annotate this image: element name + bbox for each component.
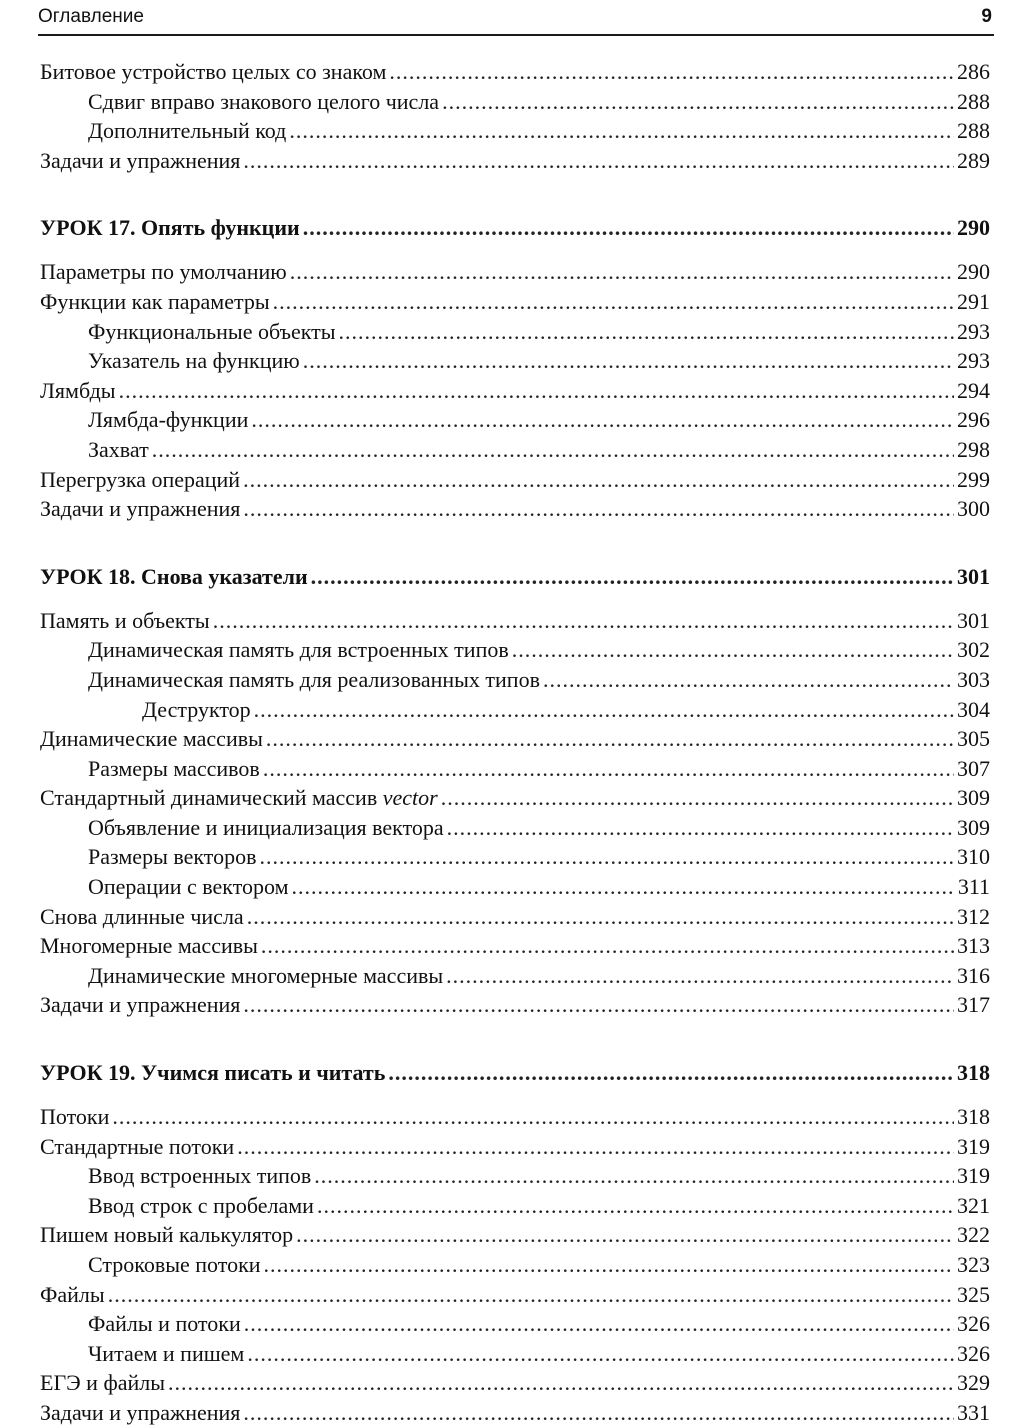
toc-entry-title: Пишем новый калькулятор [40,1222,294,1248]
toc-entry[interactable] [40,990,990,1020]
toc-entry[interactable] [40,1309,990,1339]
toc-entry-title: Память и объекты [40,607,210,633]
toc-entry-title: Читаем и пишем [88,1340,245,1366]
dot-leader [292,872,955,902]
dot-leader [296,1220,954,1250]
toc-entry-page: 329 [957,1370,990,1396]
toc-entry-title: Динамические массивы [40,726,263,752]
dot-leader [303,213,954,243]
toc-entry-title: Битовое устройство целых со знаком [40,59,387,84]
toc-entry[interactable] [40,635,990,665]
lesson-title: УРОК 19. Учимся писать и читать [40,1060,386,1086]
toc-entry[interactable] [40,376,990,406]
toc-entry[interactable] [40,317,990,347]
toc-entry-title: Дополнительный код [88,118,287,144]
toc-entry[interactable] [40,1132,990,1162]
toc-entry[interactable] [40,1191,990,1221]
dot-leader [543,665,954,695]
toc-entry-page: 293 [957,318,990,344]
toc-entry[interactable] [40,931,990,961]
toc-entry-title: Динамические многомерные массивы [88,962,444,988]
toc-entry[interactable] [40,1161,990,1191]
toc-entry-title: Функциональные объекты [88,318,336,344]
toc-entry[interactable] [40,1220,990,1250]
toc-entry-title: Задачи и упражнения [40,147,241,173]
toc-entry[interactable] [40,695,990,725]
toc-entry[interactable] [40,287,990,317]
dot-leader [259,842,954,872]
lesson-page: 290 [957,215,990,241]
toc-entry-page: 331 [957,1399,990,1425]
toc-entry[interactable] [40,1250,990,1280]
toc-entry[interactable] [40,665,990,695]
dot-leader [243,465,954,495]
dot-leader [317,1191,954,1221]
dot-leader [168,1368,954,1398]
toc-entry[interactable] [40,724,990,754]
toc-entry-page: 311 [957,874,990,900]
dot-leader [119,376,954,406]
toc-entry[interactable] [40,1339,990,1369]
dot-leader [446,961,954,991]
toc-entry-page: 321 [957,1192,990,1218]
toc-entry-title: Захват [88,436,149,462]
toc-entry-title: Размеры векторов [88,844,257,870]
dot-leader [389,57,954,87]
toc-entry-page: 318 [957,1104,990,1130]
page-header [38,4,994,36]
toc-entry-page: 296 [957,407,990,433]
dot-leader [108,1280,954,1310]
toc-entry-page: 326 [957,1311,990,1337]
dot-leader [243,990,954,1020]
toc-entry[interactable] [40,257,990,287]
dot-leader [311,562,954,592]
toc-entry[interactable] [40,1102,990,1132]
toc-entry-page: 301 [957,607,990,633]
toc-entry-title: Стандартные потоки [40,1133,235,1159]
dot-leader [441,783,954,813]
dot-leader [247,1339,954,1369]
toc-entry-title: Объявление и инициализация вектора [88,814,444,840]
toc-entry-page: 302 [957,637,990,663]
dot-leader [339,317,954,347]
toc-entry-title: Лямбда-функции [88,407,249,433]
toc-entry-page: 294 [957,377,990,403]
toc-entry-page: 309 [957,814,990,840]
toc-entry[interactable] [40,902,990,932]
toc-entry-title: Файлы [40,1281,105,1307]
dot-leader [244,1309,954,1339]
toc-entry-title: ЕГЭ и файлы [40,1370,166,1396]
toc-entry-title: Указатель на функцию [88,348,300,374]
lesson-page: 318 [957,1060,990,1086]
dot-leader [254,695,954,725]
toc-entry-page: 322 [957,1222,990,1248]
dot-leader [273,287,954,317]
lesson-heading[interactable] [40,1058,990,1088]
dot-leader [243,1398,954,1428]
toc-entry[interactable] [40,346,990,376]
dot-leader [152,435,954,465]
toc-entry-page: 300 [957,496,990,522]
toc-entry-title: Функции как параметры [40,288,270,314]
toc-entry[interactable] [40,116,990,146]
toc-entry-page: 307 [957,755,990,781]
toc-entry[interactable] [40,87,990,117]
toc-entry[interactable] [40,1280,990,1310]
toc-entry-title: Динамическая память для встроенных типов [88,637,509,663]
toc-entry-page: 299 [957,466,990,492]
toc-entry[interactable] [40,754,990,784]
toc-entry-title: Ввод встроенных типов [88,1163,312,1189]
toc-entry-page: 288 [957,118,990,144]
toc-entry[interactable] [40,494,990,524]
toc-entry-page: 288 [957,88,990,114]
toc-entry[interactable] [40,1368,990,1398]
toc-entry[interactable] [40,813,990,843]
lesson-heading[interactable] [40,562,990,592]
toc-entry[interactable] [40,872,990,902]
toc-entry-title: Потоки [40,1104,110,1130]
toc-entry-page: 325 [957,1281,990,1307]
dot-leader [263,754,954,784]
toc-entry-title: Сдвиг вправо знакового целого числа [88,88,440,114]
toc-entry-page: 319 [957,1133,990,1159]
dot-leader [112,1102,954,1132]
toc-entry-title: Задачи и упражнения [40,496,241,522]
toc-entry-page: 323 [957,1252,990,1277]
toc-entry-page: 319 [957,1163,990,1189]
toc-entry[interactable] [40,1398,990,1428]
toc-entry[interactable] [40,435,990,465]
table-of-contents [40,57,990,1428]
toc-entry-title: Задачи и упражнения [40,992,241,1018]
lesson-title: УРОК 18. Снова указатели [40,563,308,589]
dot-leader [442,87,954,117]
toc-entry-title: Строковые потоки [88,1252,261,1277]
toc-entry[interactable] [40,961,990,991]
toc-entry-title: Параметры по умолчанию [40,259,287,285]
dot-leader [512,635,954,665]
dot-leader [289,116,954,146]
toc-entry-title: Стандартный динамический массив vector [40,785,438,811]
dot-leader [243,146,954,176]
lesson-page: 301 [957,563,990,589]
toc-entry-page: 291 [957,288,990,314]
toc-entry[interactable] [40,405,990,435]
toc-entry-page: 326 [957,1340,990,1366]
toc-entry-page: 298 [957,436,990,462]
toc-entry[interactable] [40,606,990,636]
toc-entry-page: 310 [957,844,990,870]
toc-entry-page: 289 [957,147,990,173]
toc-entry-page: 304 [957,696,990,722]
toc-entry-title: Многомерные массивы [40,933,258,959]
lesson-title: УРОК 17. Опять функции [40,215,300,241]
toc-entry-page: 317 [957,992,990,1018]
toc-entry-page: 316 [957,962,990,988]
dot-leader [237,1132,954,1162]
dot-leader [314,1161,954,1191]
page-number: 9 [981,6,992,27]
toc-entry-page: 286 [957,59,990,84]
dot-leader [251,405,954,435]
dot-leader [290,257,954,287]
toc-entry-title: Динамическая память для реализованных типов [88,666,540,692]
lesson-heading[interactable] [40,213,990,243]
dot-leader [447,813,954,843]
toc-entry-title: Перегрузка операций [40,466,241,492]
toc-entry-page: 312 [957,903,990,929]
toc-entry-title: Файлы и потоки [88,1311,241,1337]
toc-entry-title: Задачи и упражнения [40,1399,241,1425]
toc-entry-title: Снова длинные числа [40,903,244,929]
dot-leader [261,931,954,961]
dot-leader [247,902,954,932]
toc-entry-page: 293 [957,348,990,374]
running-title: Оглавление [38,6,144,27]
toc-entry[interactable] [40,842,990,872]
toc-entry[interactable] [40,465,990,495]
toc-entry-title: Лямбды [40,377,116,403]
dot-leader [388,1058,954,1088]
dot-leader [264,1250,954,1280]
toc-entry-title: Размеры массивов [88,755,260,781]
toc-entry-title: Операции с вектором [88,874,289,900]
toc-entry[interactable] [40,57,990,87]
toc-entry-title: Ввод строк с пробелами [88,1192,314,1218]
toc-entry-title: Деструктор [142,696,251,722]
toc-entry-page: 303 [957,666,990,692]
toc-entry[interactable] [40,783,990,813]
toc-entry-page: 290 [957,259,990,285]
dot-leader [213,606,954,636]
toc-entry[interactable] [40,146,990,176]
toc-entry-page: 313 [957,933,990,959]
dot-leader [266,724,954,754]
dot-leader [303,346,954,376]
toc-entry-page: 309 [957,785,990,811]
dot-leader [243,494,954,524]
toc-entry-page: 305 [957,726,990,752]
